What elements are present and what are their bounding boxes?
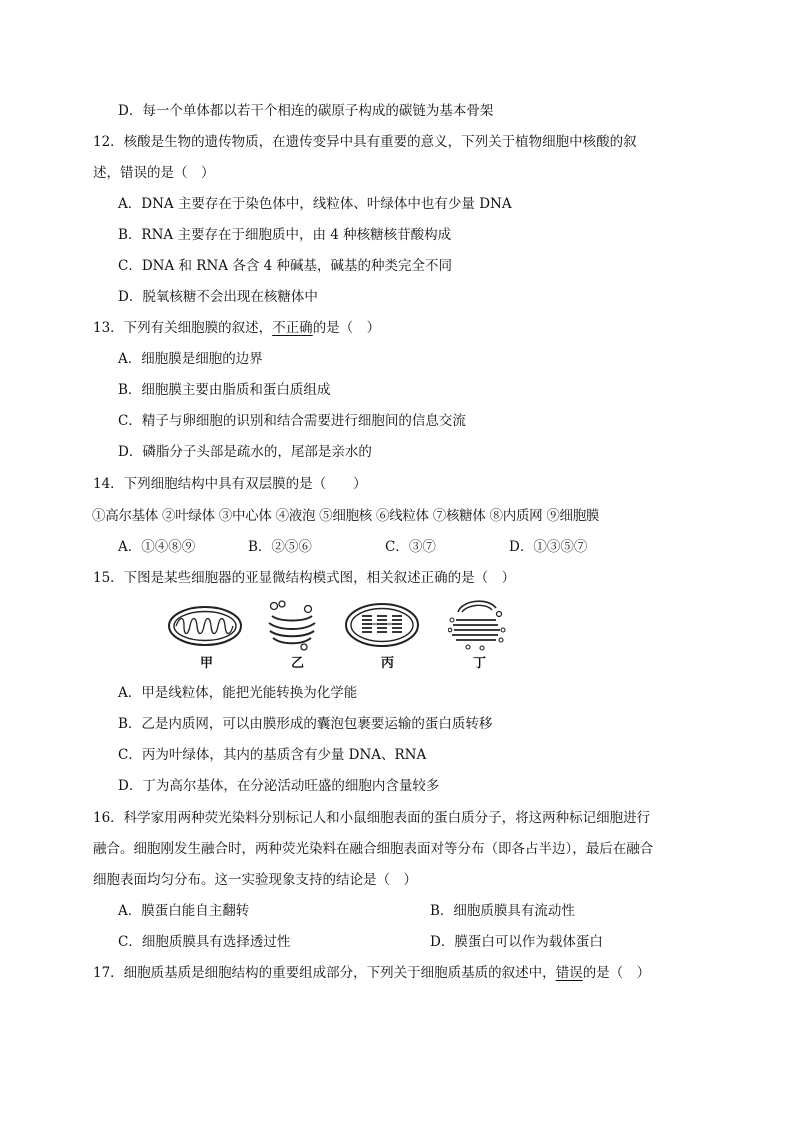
q16-option-c: C．细胞质膜具有选择透过性 [118,934,291,950]
q13-stem-emphasis: 不正确 [272,320,313,336]
q15-option-d: D．丁为高尔基体，在分泌活动旺盛的细胞内含量较多 [118,778,440,794]
q14-stem: 14．下列细胞结构中具有双层膜的是（ ） [93,476,367,492]
q16-stem-2: 融合。细胞刚发生融合时，两种荧光染料在融合细胞表面对等分布（即各占半边），最后在融合 [93,841,654,857]
figure-label-ding: 丁 [473,656,487,671]
golgi-apparatus-diagram [448,598,506,652]
chloroplast-diagram [344,602,420,648]
figure-label-jia: 甲 [200,656,214,671]
q12-stem-2: 述，错误的是（ ） [93,165,215,181]
q13-stem-post: 的是（ ） [312,320,381,336]
q12-option-c: C．DNA 和 RNA 各含 4 种碱基，碱基的种类完全不同 [118,258,452,274]
q13-stem-pre: 13．下列有关细胞膜的叙述， [93,320,273,336]
q11-option-d: D．每一个单体都以若干个相连的碳原子构成的碳链为基本骨架 [118,103,494,119]
q14-option-d: D．①③⑤⑦ [509,539,588,555]
q13-option-b: B．细胞膜主要由脂质和蛋白质组成 [118,382,331,398]
q17-stem-emphasis: 错误 [555,965,583,981]
q16-option-d: D．膜蛋白可以作为载体蛋白 [430,934,603,950]
q15-option-c: C．丙为叶绿体，其内的基质含有少量 DNA、RNA [118,747,427,763]
figure-label-bing: 丙 [381,656,395,671]
q14-option-b: B．②⑤⑥ [248,539,312,555]
q13-option-c: C．精子与卵细胞的识别和结合需要进行细胞间的信息交流 [118,413,466,429]
q14-option-a: A．①④⑧⑨ [118,539,196,555]
q15-option-a: A．甲是线粒体，能把光能转换为化学能 [118,685,358,701]
mitochondrion-diagram [166,604,244,648]
q12-option-d: D．脱氧核糖不会出现在核糖体中 [118,289,318,305]
q12-stem-1: 12．核酸是生物的遗传物质，在遗传变异中具有重要的意义，下列关于植物细胞中核酸的叙 [93,134,637,150]
q13-stem [93,318,380,338]
q15-stem: 15．下图是某些细胞器的亚显微结构模式图，相关叙述正确的是（ ） [93,570,516,586]
figure-label-yi: 乙 [291,656,305,671]
q16-stem-1: 16．科学家用两种荧光染料分别标记人和小鼠细胞表面的蛋白质分子，将这两种标记细胞进行 [93,810,651,826]
q12-option-b: B．RNA 主要存在于细胞质中，由 4 种核糖核苷酸构成 [118,227,452,243]
q14-items: ①高尔基体 ②叶绿体 ③中心体 ④液泡 ⑤细胞核 ⑥线粒体 ⑦核糖体 ⑧内质网 ⑨细胞膜 [92,508,600,524]
q15-option-b: B．乙是内质网，可以由膜形成的囊泡包裹要运输的蛋白质转移 [118,716,493,732]
q13-option-a: A．细胞膜是细胞的边界 [118,351,263,367]
q17-stem-post: 的是（ ） [582,965,651,981]
q17-stem [93,963,650,983]
q16-stem-3: 细胞表面均匀分布。这一实验现象支持的结论是（ ） [93,872,417,888]
q13-option-d: D．磷脂分子头部是疏水的，尾部是亲水的 [118,444,372,460]
q12-option-a: A．DNA 主要存在于染色体中，线粒体、叶绿体中也有少量 DNA [118,196,512,212]
q16-option-b: B．细胞质膜具有流动性 [430,903,575,919]
endoplasmic-reticulum-diagram [264,600,320,652]
q14-option-c: C．③⑦ [385,539,436,555]
q16-option-a: A．膜蛋白能自主翻转 [118,903,250,919]
q17-stem-pre: 17．细胞质基质是细胞结构的重要组成部分，下列关于细胞质基质的叙述中， [93,965,556,981]
